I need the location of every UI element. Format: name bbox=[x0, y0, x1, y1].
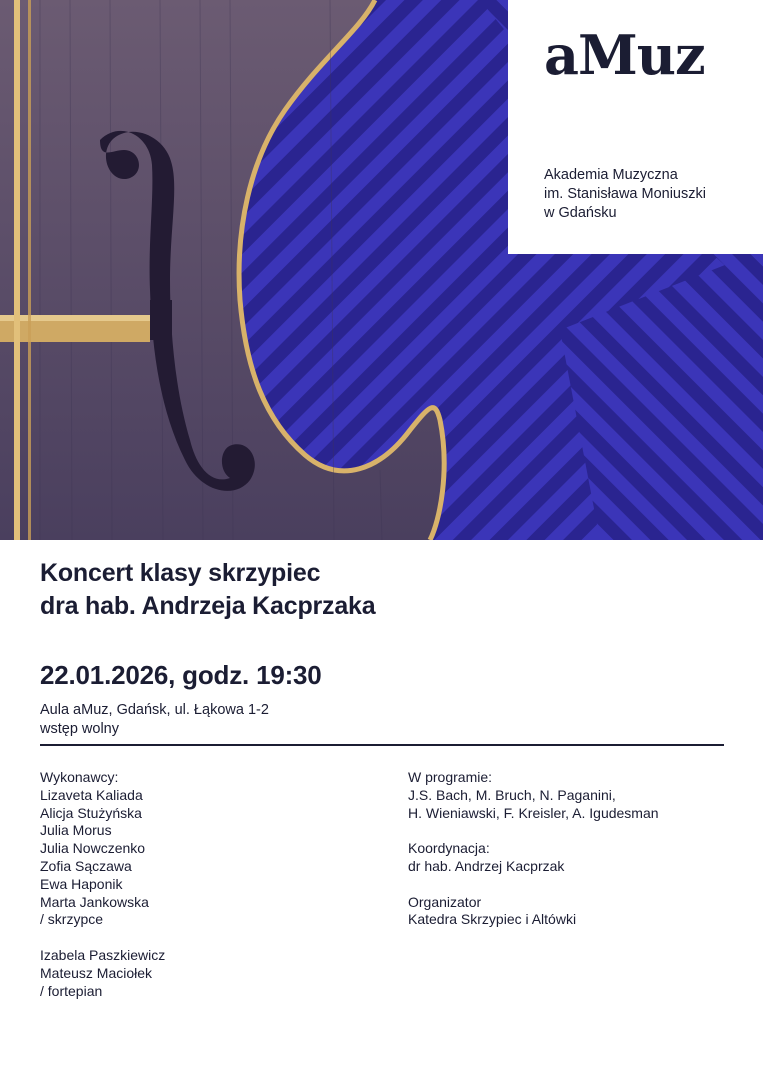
performer-name: Izabela Paszkiewicz bbox=[40, 946, 166, 963]
venue-address: Aula aMuz, Gdańsk, ul. Łąkowa 1-2 bbox=[40, 702, 269, 718]
organizer-name: Katedra Skrzypiec i Altówki bbox=[408, 911, 577, 928]
program-line: J.S. Bach, M. Bruch, N. Paganini, bbox=[408, 786, 616, 803]
spacer bbox=[40, 929, 165, 947]
institution-line: im. Stanisława Moniuszki bbox=[544, 186, 706, 202]
instrument-role: / skrzypce bbox=[40, 911, 104, 928]
program-heading: W programie: bbox=[408, 769, 493, 785]
performer-name: Marta Jankowska bbox=[40, 893, 149, 910]
performer-name: Julia Nowczenko bbox=[40, 840, 146, 857]
performer-name: Ewa Haponik bbox=[40, 875, 123, 892]
performer-name: Zofia Sączawa bbox=[40, 857, 132, 874]
program-line: H. Wieniawski, F. Kreisler, A. Igudesman bbox=[408, 804, 659, 821]
coordinator-name: dr hab. Andrzej Kacprzak bbox=[408, 857, 565, 874]
program-section bbox=[408, 769, 659, 929]
event-datetime: 22.01.2026, godz. 19:30 bbox=[40, 660, 322, 690]
performer-name: Alicja Stużyńska bbox=[40, 804, 142, 821]
performers-section bbox=[40, 769, 165, 1000]
performer-name: Mateusz Maciołek bbox=[40, 964, 153, 981]
concert-title bbox=[40, 557, 375, 623]
admission-note: wstęp wolny bbox=[40, 721, 119, 737]
logo-box bbox=[508, 0, 763, 254]
institution-line: Akademia Muzyczna bbox=[544, 167, 678, 183]
divider bbox=[40, 744, 724, 746]
performer-name: Julia Morus bbox=[40, 822, 112, 839]
amuz-logo: aMuz bbox=[544, 23, 705, 87]
performer-name: Lizaveta Kaliada bbox=[40, 786, 143, 803]
spacer bbox=[408, 876, 659, 894]
spacer bbox=[408, 822, 659, 840]
organizer-heading: Organizator bbox=[408, 893, 482, 910]
title-line: Koncert klasy skrzypiec bbox=[40, 559, 321, 587]
coordination-heading: Koordynacja: bbox=[408, 840, 490, 857]
performers-heading: Wykonawcy: bbox=[40, 769, 119, 785]
title-line: dra hab. Andrzeja Kacprzaka bbox=[40, 592, 376, 620]
instrument-role: / fortepian bbox=[40, 982, 103, 999]
venue-info bbox=[40, 701, 269, 739]
institution-name bbox=[544, 166, 706, 223]
institution-line: w Gdańsku bbox=[544, 205, 617, 221]
